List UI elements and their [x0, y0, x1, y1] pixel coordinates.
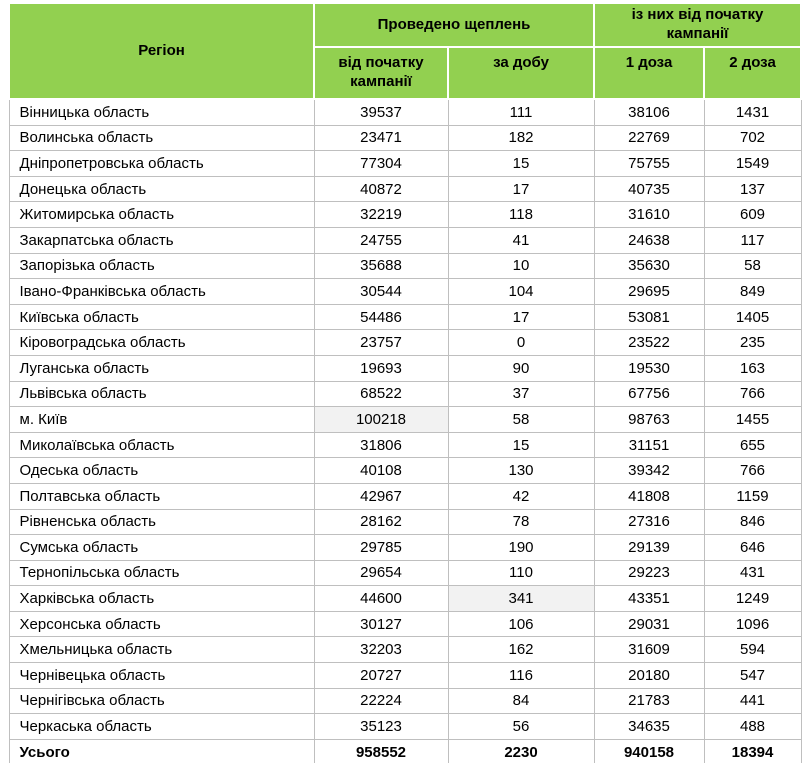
value-cell: 24755: [314, 227, 448, 253]
value-cell: 431: [704, 560, 801, 586]
value-cell: 58: [704, 253, 801, 279]
table-row: [9, 279, 801, 305]
region-cell: Луганська область: [9, 355, 314, 381]
value-cell: 23471: [314, 125, 448, 151]
value-cell: 702: [704, 125, 801, 151]
value-cell: 594: [704, 637, 801, 663]
region-cell: Донецька область: [9, 176, 314, 202]
value-cell: 84: [448, 688, 594, 714]
table-row: [9, 586, 801, 612]
region-cell: Херсонська область: [9, 611, 314, 637]
value-cell: 22769: [594, 125, 704, 151]
value-cell: 29031: [594, 611, 704, 637]
table-row: [9, 714, 801, 740]
value-cell: 190: [448, 535, 594, 561]
value-cell: 75755: [594, 151, 704, 177]
value-cell: 21783: [594, 688, 704, 714]
value-cell: 609: [704, 202, 801, 228]
value-cell: 15: [448, 432, 594, 458]
value-cell: 163: [704, 355, 801, 381]
value-cell: 15: [448, 151, 594, 177]
table-row: [9, 458, 801, 484]
table-row: [9, 176, 801, 202]
value-cell: 40872: [314, 176, 448, 202]
value-cell: 58: [448, 407, 594, 433]
value-cell: 1096: [704, 611, 801, 637]
value-cell: 32203: [314, 637, 448, 663]
value-cell: 40108: [314, 458, 448, 484]
value-cell: 488: [704, 714, 801, 740]
value-cell: 35123: [314, 714, 448, 740]
value-cell: 20727: [314, 663, 448, 689]
region-cell: Івано-Франківська область: [9, 279, 314, 305]
region-cell: Чернігівська область: [9, 688, 314, 714]
region-cell: Вінницька область: [9, 99, 314, 125]
value-cell: 130: [448, 458, 594, 484]
region-cell: Закарпатська область: [9, 227, 314, 253]
total-label: Усього: [9, 739, 314, 763]
table-row: [9, 688, 801, 714]
value-cell: 44600: [314, 586, 448, 612]
header-group-row: [9, 3, 801, 47]
value-cell: 39537: [314, 99, 448, 125]
value-cell: 23522: [594, 330, 704, 356]
value-cell: 341: [448, 586, 594, 612]
value-cell: 235: [704, 330, 801, 356]
table-row: [9, 125, 801, 151]
table-row: [9, 407, 801, 433]
value-cell: 846: [704, 509, 801, 535]
table-row: [9, 637, 801, 663]
region-cell: Хмельницька область: [9, 637, 314, 663]
value-cell: 31151: [594, 432, 704, 458]
value-cell: 20180: [594, 663, 704, 689]
value-cell: 766: [704, 458, 801, 484]
value-cell: 100218: [314, 407, 448, 433]
total-row: [9, 739, 801, 763]
value-cell: 68522: [314, 381, 448, 407]
region-cell: м. Київ: [9, 407, 314, 433]
value-cell: 117: [704, 227, 801, 253]
total-since-start: 958552: [314, 739, 448, 763]
table-row: [9, 560, 801, 586]
total-dose-2: 18394: [704, 739, 801, 763]
value-cell: 23757: [314, 330, 448, 356]
region-cell: Харківська область: [9, 586, 314, 612]
table-row: [9, 227, 801, 253]
region-cell: Волинська область: [9, 125, 314, 151]
value-cell: 32219: [314, 202, 448, 228]
region-cell: Сумська область: [9, 535, 314, 561]
table-row: [9, 253, 801, 279]
value-cell: 22224: [314, 688, 448, 714]
value-cell: 547: [704, 663, 801, 689]
value-cell: 655: [704, 432, 801, 458]
value-cell: 29223: [594, 560, 704, 586]
value-cell: 42967: [314, 483, 448, 509]
header-region: Регіон: [9, 3, 314, 99]
value-cell: 29785: [314, 535, 448, 561]
table-row: [9, 304, 801, 330]
value-cell: 27316: [594, 509, 704, 535]
value-cell: 30127: [314, 611, 448, 637]
value-cell: 31609: [594, 637, 704, 663]
value-cell: 31610: [594, 202, 704, 228]
region-cell: Черкаська область: [9, 714, 314, 740]
value-cell: 1159: [704, 483, 801, 509]
value-cell: 162: [448, 637, 594, 663]
table-row: [9, 99, 801, 125]
value-cell: 118: [448, 202, 594, 228]
table-row: [9, 355, 801, 381]
value-cell: 24638: [594, 227, 704, 253]
table-row: [9, 381, 801, 407]
value-cell: 19693: [314, 355, 448, 381]
value-cell: 42: [448, 483, 594, 509]
value-cell: 17: [448, 176, 594, 202]
value-cell: 38106: [594, 99, 704, 125]
header-per-day: за добу: [448, 47, 594, 99]
table-row: [9, 483, 801, 509]
value-cell: 1549: [704, 151, 801, 177]
value-cell: 849: [704, 279, 801, 305]
header-since-campaign-start: від початку кампанії: [314, 47, 448, 99]
value-cell: 35630: [594, 253, 704, 279]
region-cell: Одеська область: [9, 458, 314, 484]
value-cell: 1405: [704, 304, 801, 330]
value-cell: 40735: [594, 176, 704, 202]
region-cell: Миколаївська область: [9, 432, 314, 458]
table-footer: [9, 739, 801, 763]
value-cell: 77304: [314, 151, 448, 177]
value-cell: 78: [448, 509, 594, 535]
value-cell: 19530: [594, 355, 704, 381]
value-cell: 1455: [704, 407, 801, 433]
region-cell: Львівська область: [9, 381, 314, 407]
table-row: [9, 663, 801, 689]
header-dose-2: 2 доза: [704, 47, 801, 99]
value-cell: 104: [448, 279, 594, 305]
value-cell: 29139: [594, 535, 704, 561]
total-per-day: 2230: [448, 739, 594, 763]
value-cell: 29695: [594, 279, 704, 305]
table-header: [9, 3, 801, 99]
value-cell: 54486: [314, 304, 448, 330]
table-row: [9, 202, 801, 228]
region-cell: Київська область: [9, 304, 314, 330]
value-cell: 56: [448, 714, 594, 740]
value-cell: 90: [448, 355, 594, 381]
table-row: [9, 330, 801, 356]
value-cell: 43351: [594, 586, 704, 612]
region-cell: Тернопільська область: [9, 560, 314, 586]
region-cell: Чернівецька область: [9, 663, 314, 689]
value-cell: 29654: [314, 560, 448, 586]
region-cell: Рівненська область: [9, 509, 314, 535]
value-cell: 34635: [594, 714, 704, 740]
value-cell: 39342: [594, 458, 704, 484]
region-cell: Запорізька область: [9, 253, 314, 279]
table-row: [9, 432, 801, 458]
header-of-them-since-start: із них від початку кампанії: [594, 3, 801, 47]
value-cell: 35688: [314, 253, 448, 279]
vaccination-table: [8, 2, 802, 763]
value-cell: 766: [704, 381, 801, 407]
value-cell: 0: [448, 330, 594, 356]
value-cell: 67756: [594, 381, 704, 407]
table-body: [9, 99, 801, 739]
value-cell: 98763: [594, 407, 704, 433]
value-cell: 17: [448, 304, 594, 330]
table-row: [9, 611, 801, 637]
region-cell: Дніпропетровська область: [9, 151, 314, 177]
value-cell: 37: [448, 381, 594, 407]
total-dose-1: 940158: [594, 739, 704, 763]
value-cell: 106: [448, 611, 594, 637]
region-cell: Полтавська область: [9, 483, 314, 509]
value-cell: 182: [448, 125, 594, 151]
value-cell: 30544: [314, 279, 448, 305]
table-row: [9, 151, 801, 177]
value-cell: 137: [704, 176, 801, 202]
header-dose-1: 1 доза: [594, 47, 704, 99]
table-row: [9, 509, 801, 535]
value-cell: 111: [448, 99, 594, 125]
value-cell: 28162: [314, 509, 448, 535]
value-cell: 41808: [594, 483, 704, 509]
value-cell: 110: [448, 560, 594, 586]
header-vaccinations-done: Проведено щеплень: [314, 3, 594, 47]
value-cell: 53081: [594, 304, 704, 330]
value-cell: 1249: [704, 586, 801, 612]
region-cell: Житомирська область: [9, 202, 314, 228]
value-cell: 41: [448, 227, 594, 253]
value-cell: 31806: [314, 432, 448, 458]
region-cell: Кіровоградська область: [9, 330, 314, 356]
value-cell: 441: [704, 688, 801, 714]
table-row: [9, 535, 801, 561]
value-cell: 10: [448, 253, 594, 279]
value-cell: 1431: [704, 99, 801, 125]
value-cell: 646: [704, 535, 801, 561]
value-cell: 116: [448, 663, 594, 689]
